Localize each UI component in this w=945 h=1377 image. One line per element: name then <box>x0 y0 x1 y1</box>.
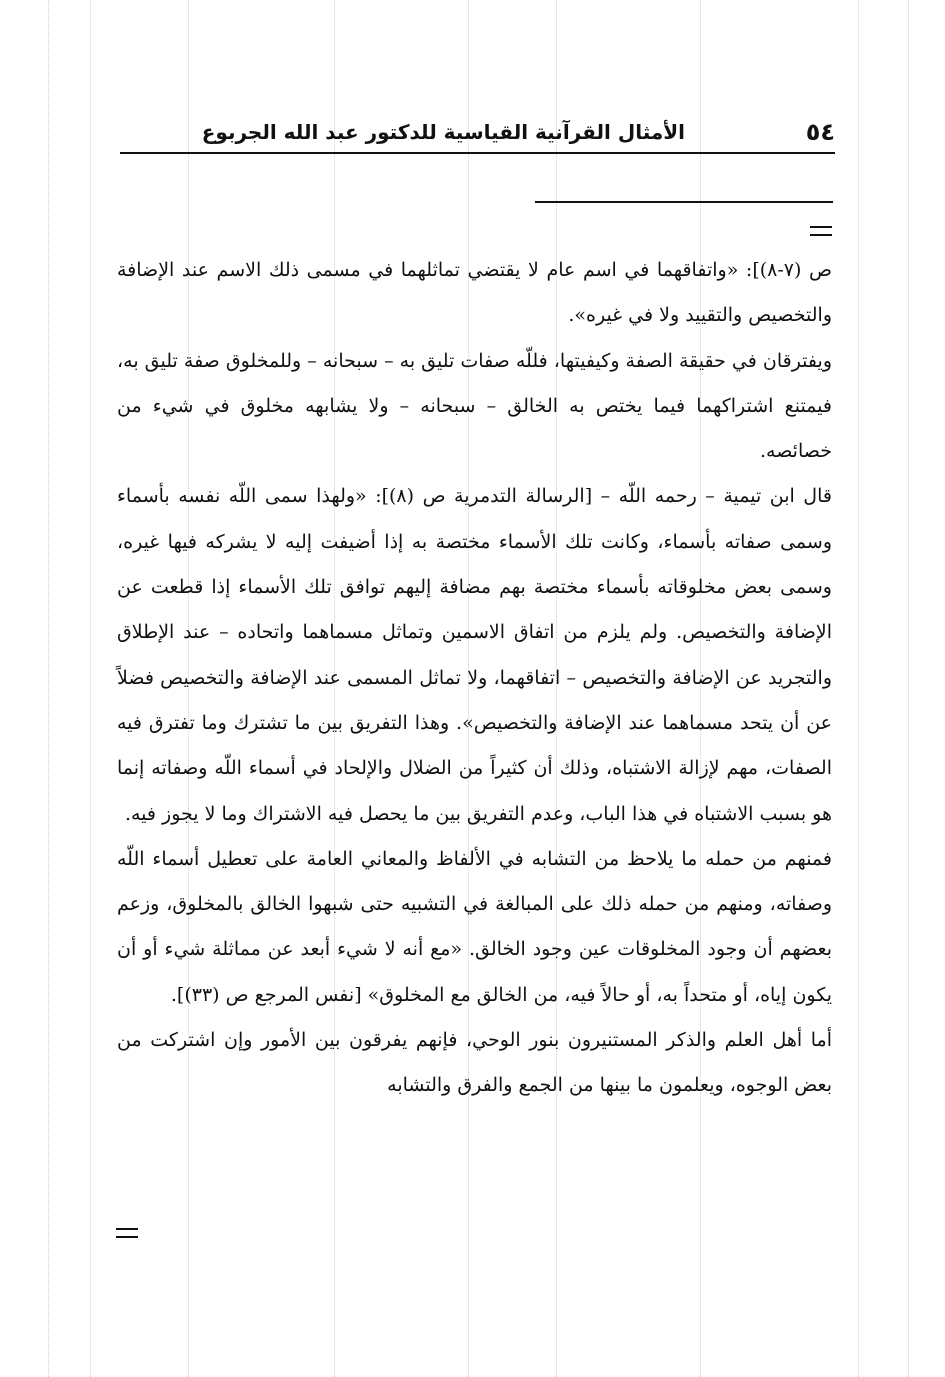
scan-line <box>858 0 859 1377</box>
paragraph: أما أهل العلم والذكر المستنيرون بنور الوحي، فإنهم يفرقون بين الأمور وإن اشتركت من بعض الوجوه، ويعلمون ما بينها من الجمع والفرق والتشابه <box>117 1029 832 1097</box>
scan-line <box>48 0 49 1377</box>
page-header <box>120 112 835 152</box>
continuation-mark-bottom <box>116 1228 138 1238</box>
running-title: الأمثال القرآنية القياسية للدكتور عبد الله الجربوع <box>201 120 685 144</box>
continuation-mark-top <box>810 226 832 236</box>
scan-line <box>908 0 909 1377</box>
body-text <box>117 248 832 1109</box>
paragraph: فمنهم من حمله ما يلاحظ من التشابه في الألفاظ والمعاني العامة على تعطيل أسماء اللّه وصفاته، ومنهم من حمله ذلك على المبالغة في التشبيه حتى شبهوا الخالق بالمخلوق، وزعم بعضهم أن وجود المخلوقات عين وجود الخالق. «مع أنه لا شيء أبعد عن مماثلة شيء أو أن يكون إياه، أو متحداً به، أو حالاً فيه، من الخالق مع المخلوق» [نفس المرجع ص (٣٣)]. <box>117 847 832 1006</box>
paragraph: ص (٧-٨)]: «واتفاقهما في اسم عام لا يقتضي تماثلهما في مسمى ذلك الاسم عند الإضافة والتخصيص والتقييد ولا في غيره». <box>117 259 832 327</box>
paragraph: قال ابن تيمية – رحمه اللّه – [الرسالة التدمرية ص (٨)]: «ولهذا سمى اللّه نفسه بأسماء وسمى صفاته بأسماء، وكانت تلك الأسماء مختصة به إذا أضيفت إليه لا يشركه فيها غيره، وسمى بعض مخلوقاته بأسماء مختصة بهم مضافة إليهم توافق تلك الأسماء إذا قطعت عن الإضافة والتخصيص. ولم يلزم من اتفاق الاسمين وتماثل مسماهما واتحاده – عند الإطلاق والتجريد عن الإضافة والتخصيص – اتفاقهما، ولا تماثل المسمى عند الإضافة والتخصيص فضلاً عن أن يتحد مسماهما عند الإضافة والتخصيص». وهذا التفريق بين ما تشترك وما تفترق فيه الصفات، مهم لإزالة الاشتباه، وذلك أن كثيراً من الضلال والإلحاد في أسماء اللّه وصفاته إنما هو بسبب الاشتباه في هذا الباب، وعدم التفريق بين ما يحصل فيه الاشتراك وما لا يجوز فيه. <box>117 485 832 825</box>
page-number: ٥٤ <box>805 118 835 146</box>
paragraph: ويفترقان في حقيقة الصفة وكيفيتها، فللّه صفات تليق به – سبحانه – وللمخلوق صفة تليق به، فيمتنع اشتراكهما فيما يختص به الخالق – سبحانه – ولا يشابهه مخلوق في شيء من خصائصه. <box>117 349 832 463</box>
scan-line <box>90 0 91 1377</box>
header-rule <box>120 152 835 154</box>
section-rule <box>535 201 833 203</box>
